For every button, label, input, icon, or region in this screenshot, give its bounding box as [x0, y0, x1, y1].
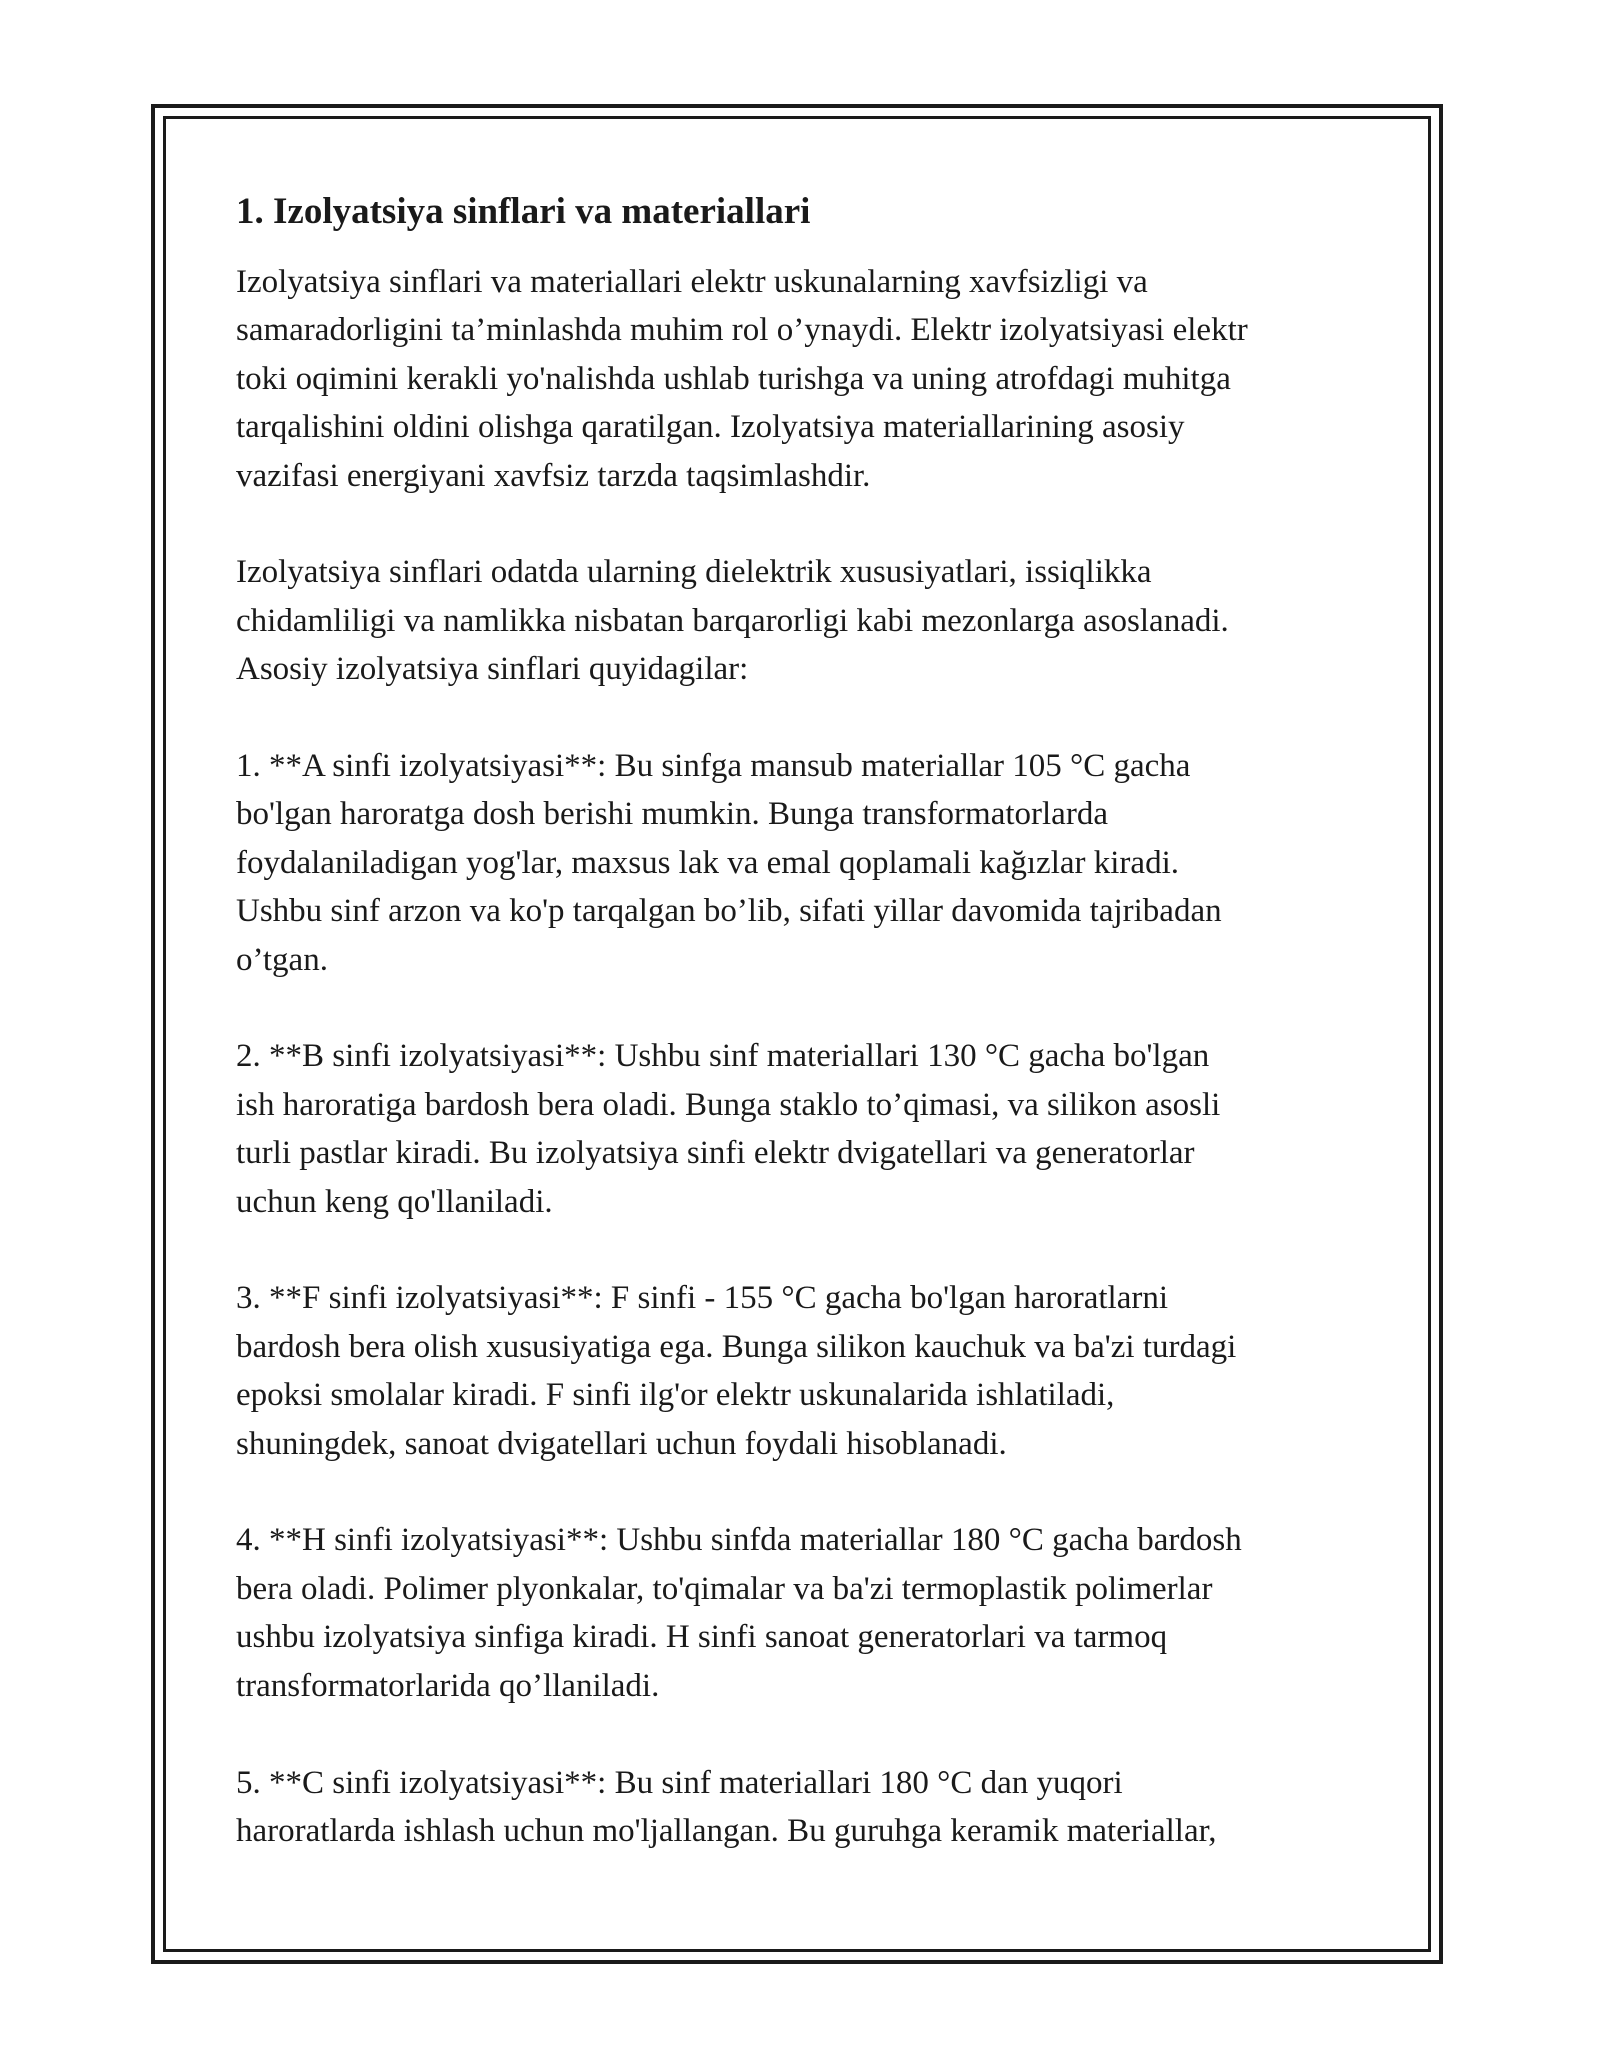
paragraph-line: vazifasi energiyani xavfsiz tarzda taqsimlashdir. [236, 457, 871, 494]
paragraph-line: haroratlarda ishlash uchun mo'ljallangan. Bu guruhga keramik materiallar, [236, 1812, 1217, 1849]
paragraph-line: bo'lgan haroratga dosh berishi mumkin. Bunga transformatorlarda [236, 796, 1108, 833]
section-heading: 1. Izolyatsiya sinflari va materiallari [236, 191, 811, 232]
paragraph-line: tarqalishini oldini olishga qaratilgan. Izolyatsiya materiallarining asosiy [236, 409, 1185, 446]
paragraph [236, 1759, 1376, 1856]
paragraph-line: transformatorlarida qo’llaniladi. [236, 1667, 660, 1704]
paragraph-line: Ushbu sinf arzon va ko'p tarqalgan bo’lib, sifati yillar davomida tajribadan [236, 893, 1222, 930]
paragraph-line: ish haroratiga bardosh bera oladi. Bunga staklo to’qimasi, va silikon asosli [236, 1086, 1221, 1123]
paragraph-line: shuningdek, sanoat dvigatellari uchun foydali hisoblanadi. [236, 1425, 1007, 1462]
paragraph-line: 3. **F sinfi izolyatsiyasi**: F sinfi - 155 °C gacha bo'lgan haroratlarni [236, 1280, 1168, 1317]
paragraph-line: toki oqimini kerakli yo'nalishda ushlab turishga va uning atrofdagi muhitga [236, 360, 1231, 397]
paragraph-line: 5. **C sinfi izolyatsiyasi**: Bu sinf materiallari 180 °C dan yuqori [236, 1764, 1123, 1801]
paragraph-line: bera oladi. Polimer plyonkalar, to'qimalar va ba'zi termoplastik polimerlar [236, 1570, 1213, 1607]
paragraph [236, 258, 1376, 500]
paragraph-line: bardosh bera olish xususiyatiga ega. Bunga silikon kauchuk va ba'zi turdagi [236, 1328, 1237, 1365]
paragraph [236, 1516, 1376, 1710]
paragraph-line: 2. **B sinfi izolyatsiyasi**: Ushbu sinf materiallari 130 °C gacha bo'lgan [236, 1038, 1210, 1075]
paragraph-line: foydalaniladigan yog'lar, maxsus lak va emal qoplamali kağızlar kiradi. [236, 844, 1179, 881]
paragraph-line: ushbu izolyatsiya sinfiga kiradi. H sinfi sanoat generatorlari va tarmoq [236, 1619, 1168, 1656]
document-body [236, 186, 1376, 1904]
paragraph-line: turli pastlar kiradi. Bu izolyatsiya sinfi elektr dvigatellari va generatorlar [236, 1135, 1195, 1172]
paragraph-line: epoksi smolalar kiradi. F sinfi ilg'or elektr uskunalarida ishlatiladi, [236, 1377, 1115, 1414]
paragraph-line: Izolyatsiya sinflari odatda ularning dielektrik xususiyatlari, issiqlikka [236, 554, 1152, 591]
paragraph-line: 1. **A sinfi izolyatsiyasi**: Bu sinfga mansub materiallar 105 °C gacha [236, 748, 1191, 785]
paragraph-line: uchun keng qo'llaniladi. [236, 1183, 553, 1220]
paragraph-line: chidamliligi va namlikka nisbatan barqarorligi kabi mezonlarga asoslanadi. [236, 602, 1229, 639]
paragraph [236, 742, 1376, 984]
paragraph [236, 548, 1376, 693]
paragraph-list [236, 258, 1376, 1855]
paragraph-line: o’tgan. [236, 941, 328, 978]
paragraph-line: 4. **H sinfi izolyatsiyasi**: Ushbu sinfda materiallar 180 °C gacha bardosh [236, 1522, 1242, 1559]
paragraph [236, 1274, 1376, 1468]
paragraph-line: Izolyatsiya sinflari va materiallari elektr uskunalarning xavfsizligi va [236, 264, 1148, 300]
paragraph [236, 1032, 1376, 1226]
paragraph-line: Asosiy izolyatsiya sinflari quyidagilar: [236, 651, 749, 688]
paragraph-line: samaradorligini ta’minlashda muhim rol o’ynaydi. Elektr izolyatsiyasi elektr [236, 312, 1248, 349]
